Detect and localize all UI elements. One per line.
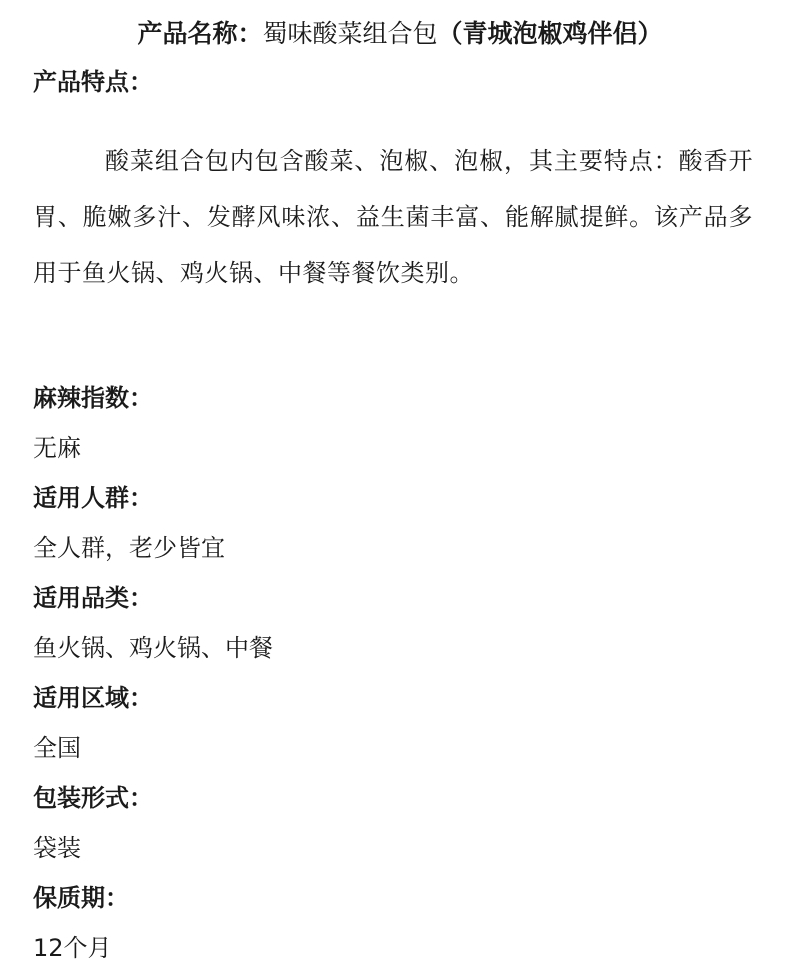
product-name-subtitle: （青城泡椒鸡伴侣） — [437, 19, 663, 48]
features-description: 酸菜组合包内包含酸菜、泡椒、泡椒，其主要特点：酸香开胃、脆嫩多汁、发酵风味浓、益生菌丰富、能解腻提鲜。该产品多用于鱼火锅、鸡火锅、中餐等餐饮类别。 — [33, 147, 753, 287]
spec-row-category — [33, 578, 763, 678]
spec-label: 适用人群： — [33, 484, 153, 512]
spec-label: 麻辣指数： — [33, 384, 153, 412]
features-heading: 产品特点： — [33, 68, 153, 96]
spec-value: 12个月 — [33, 934, 112, 962]
spec-value: 无麻 — [33, 434, 81, 462]
spec-value: 全人群，老少皆宜 — [33, 534, 225, 562]
spec-row-audience — [33, 478, 763, 578]
spec-row-spiciness — [33, 378, 763, 478]
spec-list — [33, 378, 763, 978]
spec-value: 鱼火锅、鸡火锅、中餐 — [33, 634, 273, 662]
spec-label: 保质期： — [33, 884, 129, 912]
spec-row-region — [33, 678, 763, 778]
spec-value: 袋装 — [33, 834, 81, 862]
spec-row-packaging — [33, 778, 763, 878]
spec-label: 包装形式： — [33, 784, 153, 812]
spec-row-shelf-life — [33, 878, 763, 978]
product-name-label: 产品名称： — [137, 19, 263, 48]
spec-value: 全国 — [33, 734, 81, 762]
spec-label: 适用区域： — [33, 684, 153, 712]
product-name-line — [0, 14, 800, 54]
spec-label: 适用品类： — [33, 584, 153, 612]
product-name-value: 蜀味酸菜组合包 — [262, 19, 438, 48]
